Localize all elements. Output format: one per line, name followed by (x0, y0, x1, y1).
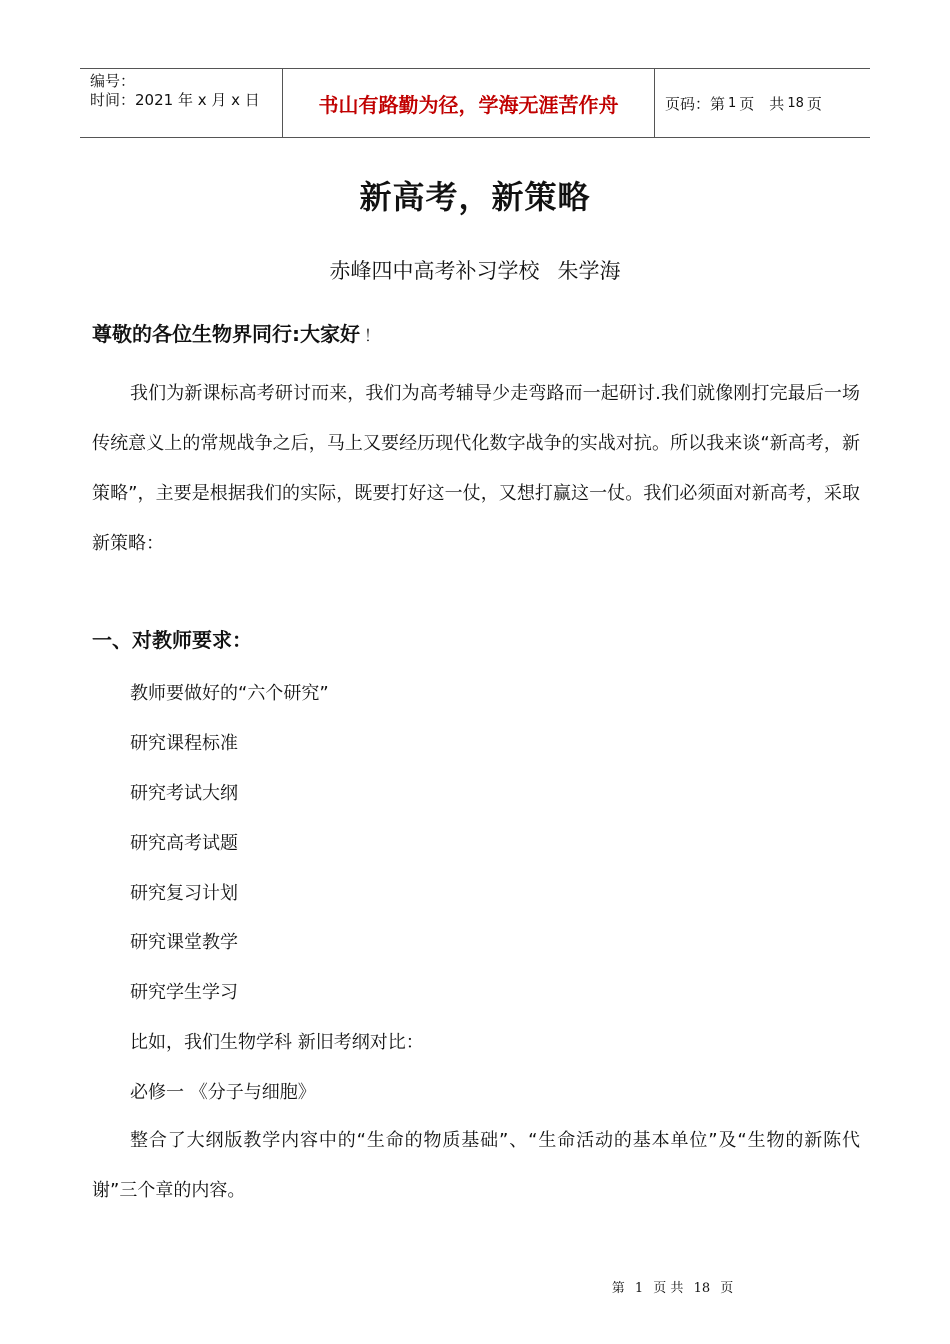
intro-paragraph: 我们为新课标高考研讨而来，我们为高考辅导少走弯路而一起研讨.我们就像刚打完最后一场传统意义上的常规战争之后，马上又要经历现代化数字战争的实战对抗。所以我来谈“新高考，新策略”，主要是根据我们的实际，既要打好这一仗，又想打赢这一仗。我们必须面对新高考，采取新策略： (92, 383, 860, 554)
list-item: 必修一 《分子与细胞》 (130, 1082, 316, 1103)
header-motto: 书山有路勤为径，学海无涯苦作舟 (282, 69, 655, 137)
greeting (92, 318, 380, 347)
page-current: 1 (728, 95, 737, 111)
document-title: 新高考，新策略 (359, 178, 591, 216)
list-item: 比如，我们生物学科 新旧考纲对比： (130, 1032, 424, 1053)
list-item: 研究课程标准 (130, 733, 238, 754)
page-suffix: 页 (806, 94, 822, 113)
footer-mid: 页 共 (653, 1281, 684, 1296)
page-prefix: 页码：第 (665, 94, 726, 113)
footer-total: 18 (693, 1281, 711, 1296)
page-mid: 页 共 (739, 94, 785, 113)
header-page-info (655, 69, 870, 137)
section-heading: 一、对教师要求： (92, 628, 252, 652)
footer-suffix: 页 (720, 1281, 734, 1296)
footer-prefix: 第 (611, 1281, 625, 1296)
list-item: 研究高考试题 (130, 833, 238, 854)
number-label: 编号： (90, 72, 136, 90)
list-item: 研究复习计划 (130, 883, 238, 904)
author-school: 赤峰四中高考补习学校 (329, 259, 540, 283)
closing-paragraph: 整合了大纲版教学内容中的“生命的物质基础”、“生命活动的基本单位”及“生物的新陈代谢”三个章的内容。 (92, 1130, 860, 1201)
time-label: 时间：2021 年 x 月 x 日 (90, 91, 260, 109)
greeting-text: 尊敬的各位生物界同行:大家好 (92, 322, 360, 346)
page-footer (0, 1277, 950, 1296)
header-meta (80, 69, 282, 137)
author-line (0, 255, 950, 285)
page-total: 18 (787, 95, 804, 111)
list-item: 研究课堂教学 (130, 932, 238, 953)
list-item: 教师要做好的“六个研究” (130, 683, 329, 704)
footer-current: 1 (634, 1281, 644, 1296)
page-header (80, 68, 870, 138)
list-item: 研究考试大纲 (130, 783, 238, 804)
list-item: 研究学生学习 (130, 982, 238, 1003)
greeting-mark: ！ (364, 326, 381, 345)
author-name: 朱学海 (557, 259, 621, 283)
